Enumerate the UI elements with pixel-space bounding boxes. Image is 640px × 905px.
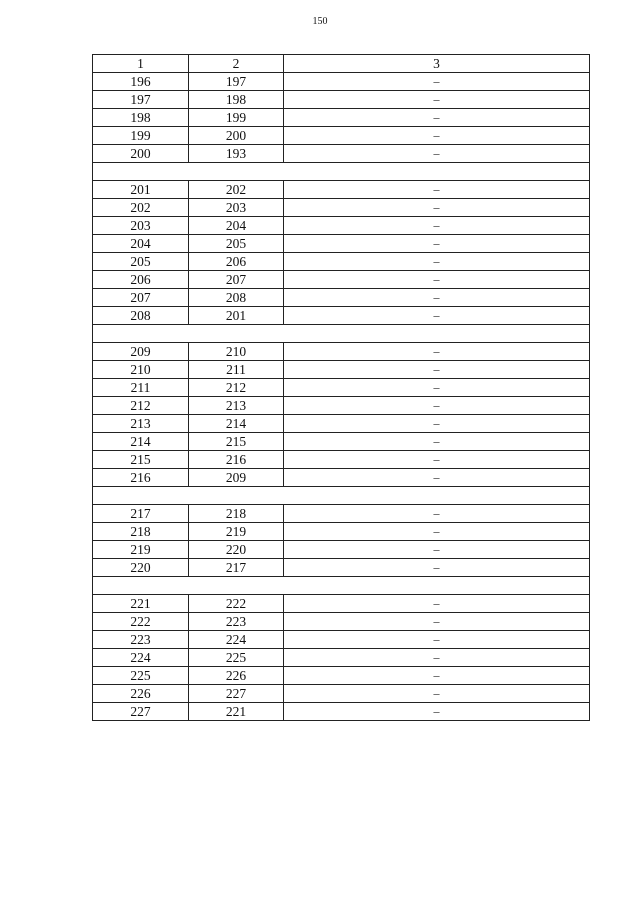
table-cell-col-3: – xyxy=(284,523,590,541)
table-row xyxy=(93,217,590,235)
table-cell-col-1: 226 xyxy=(93,685,189,703)
table-cell-col-3: – xyxy=(284,649,590,667)
table-cell-col-2: 201 xyxy=(189,307,284,325)
table-row xyxy=(93,559,590,577)
table-cell-col-3: – xyxy=(284,73,590,91)
table-row xyxy=(93,667,590,685)
table-row xyxy=(93,307,590,325)
table-row xyxy=(93,631,590,649)
table-cell-col-1: 205 xyxy=(93,253,189,271)
table-cell-col-3: – xyxy=(284,127,590,145)
table-row xyxy=(93,73,590,91)
table-row xyxy=(93,433,590,451)
table-cell-col-1: 212 xyxy=(93,397,189,415)
table-row xyxy=(93,253,590,271)
table-cell-col-3: – xyxy=(284,253,590,271)
table-row xyxy=(93,271,590,289)
table-cell-col-2: 219 xyxy=(189,523,284,541)
table-cell-col-1: 214 xyxy=(93,433,189,451)
table-body xyxy=(93,73,590,721)
data-table xyxy=(92,54,590,721)
table-cell-col-3: – xyxy=(284,397,590,415)
table-cell-col-1: 211 xyxy=(93,379,189,397)
table-cell-col-1: 197 xyxy=(93,91,189,109)
table-cell-col-1: 198 xyxy=(93,109,189,127)
table-cell-col-1: 208 xyxy=(93,307,189,325)
table-cell-col-3: – xyxy=(284,595,590,613)
table-cell-col-2: 224 xyxy=(189,631,284,649)
table-cell-col-1: 204 xyxy=(93,235,189,253)
table-cell-col-1: 222 xyxy=(93,613,189,631)
table-cell-col-3: – xyxy=(284,235,590,253)
header-cell-3: 3 xyxy=(284,55,590,73)
table-row xyxy=(93,613,590,631)
table-row xyxy=(93,469,590,487)
table-row xyxy=(93,523,590,541)
table-row xyxy=(93,415,590,433)
table-cell-col-2: 209 xyxy=(189,469,284,487)
table-cell-col-2: 200 xyxy=(189,127,284,145)
page-number: 150 xyxy=(312,16,328,27)
table-row xyxy=(93,361,590,379)
table-cell-col-3: – xyxy=(284,505,590,523)
table-cell-col-2: 211 xyxy=(189,361,284,379)
group-separator-row xyxy=(93,577,590,595)
group-separator-row xyxy=(93,163,590,181)
table-cell-col-3: – xyxy=(284,559,590,577)
table-cell-col-2: 222 xyxy=(189,595,284,613)
table-cell-col-1: 221 xyxy=(93,595,189,613)
table-cell-col-2: 216 xyxy=(189,451,284,469)
table-cell-col-3: – xyxy=(284,217,590,235)
table-cell-col-2: 226 xyxy=(189,667,284,685)
table-cell-col-3: – xyxy=(284,181,590,199)
table-cell-col-3: – xyxy=(284,361,590,379)
table-row xyxy=(93,595,590,613)
table-row xyxy=(93,145,590,163)
table-cell-col-2: 202 xyxy=(189,181,284,199)
table-cell-col-3: – xyxy=(284,379,590,397)
header-cell-2: 2 xyxy=(189,55,284,73)
table-row xyxy=(93,541,590,559)
table-cell-col-1: 213 xyxy=(93,415,189,433)
table-row xyxy=(93,397,590,415)
table-cell-col-3: – xyxy=(284,289,590,307)
table-cell-col-1: 216 xyxy=(93,469,189,487)
table-row xyxy=(93,379,590,397)
table-cell-col-2: 220 xyxy=(189,541,284,559)
table-cell-col-1: 224 xyxy=(93,649,189,667)
table-cell-col-1: 223 xyxy=(93,631,189,649)
table-cell-col-2: 223 xyxy=(189,613,284,631)
table-cell-col-1: 196 xyxy=(93,73,189,91)
table-cell-col-3: – xyxy=(284,703,590,721)
table-row xyxy=(93,109,590,127)
table-cell-col-1: 199 xyxy=(93,127,189,145)
table-cell-col-3: – xyxy=(284,613,590,631)
table-cell-col-1: 220 xyxy=(93,559,189,577)
table-cell-col-1: 203 xyxy=(93,217,189,235)
group-separator-cell xyxy=(93,577,590,595)
table-cell-col-1: 206 xyxy=(93,271,189,289)
table-cell-col-1: 209 xyxy=(93,343,189,361)
table-cell-col-2: 213 xyxy=(189,397,284,415)
table-cell-col-2: 227 xyxy=(189,685,284,703)
table-row xyxy=(93,451,590,469)
table-cell-col-1: 215 xyxy=(93,451,189,469)
table-cell-col-2: 198 xyxy=(189,91,284,109)
table-cell-col-2: 225 xyxy=(189,649,284,667)
table-row xyxy=(93,685,590,703)
table-cell-col-2: 197 xyxy=(189,73,284,91)
table-cell-col-2: 204 xyxy=(189,217,284,235)
table-cell-col-2: 206 xyxy=(189,253,284,271)
table-cell-col-1: 202 xyxy=(93,199,189,217)
table-cell-col-2: 214 xyxy=(189,415,284,433)
table-row xyxy=(93,199,590,217)
table-cell-col-2: 210 xyxy=(189,343,284,361)
table-row xyxy=(93,181,590,199)
table-cell-col-1: 219 xyxy=(93,541,189,559)
table-cell-col-3: – xyxy=(284,199,590,217)
table-cell-col-3: – xyxy=(284,631,590,649)
table-cell-col-2: 217 xyxy=(189,559,284,577)
table-row xyxy=(93,343,590,361)
header-cell-1: 1 xyxy=(93,55,189,73)
table-cell-col-2: 215 xyxy=(189,433,284,451)
table-cell-col-2: 205 xyxy=(189,235,284,253)
table-row xyxy=(93,505,590,523)
table-cell-col-2: 203 xyxy=(189,199,284,217)
table-cell-col-3: – xyxy=(284,541,590,559)
table-cell-col-3: – xyxy=(284,145,590,163)
table-cell-col-2: 199 xyxy=(189,109,284,127)
table-cell-col-1: 225 xyxy=(93,667,189,685)
table-cell-col-1: 210 xyxy=(93,361,189,379)
table-row xyxy=(93,127,590,145)
table-cell-col-3: – xyxy=(284,343,590,361)
table-cell-col-2: 207 xyxy=(189,271,284,289)
table-cell-col-3: – xyxy=(284,109,590,127)
table-cell-col-3: – xyxy=(284,451,590,469)
table-cell-col-1: 217 xyxy=(93,505,189,523)
table-cell-col-3: – xyxy=(284,685,590,703)
table-cell-col-2: 218 xyxy=(189,505,284,523)
table-cell-col-3: – xyxy=(284,91,590,109)
table-cell-col-3: – xyxy=(284,415,590,433)
group-separator-cell xyxy=(93,163,590,181)
table-cell-col-2: 221 xyxy=(189,703,284,721)
table-cell-col-1: 227 xyxy=(93,703,189,721)
group-separator-cell xyxy=(93,325,590,343)
group-separator-row xyxy=(93,487,590,505)
table-cell-col-3: – xyxy=(284,433,590,451)
table-cell-col-3: – xyxy=(284,307,590,325)
table-cell-col-1: 201 xyxy=(93,181,189,199)
table-cell-col-1: 218 xyxy=(93,523,189,541)
table-row xyxy=(93,235,590,253)
table-cell-col-2: 193 xyxy=(189,145,284,163)
table-row xyxy=(93,289,590,307)
table-row xyxy=(93,649,590,667)
table-cell-col-2: 212 xyxy=(189,379,284,397)
table-cell-col-3: – xyxy=(284,271,590,289)
table-cell-col-3: – xyxy=(284,667,590,685)
table-cell-col-3: – xyxy=(284,469,590,487)
group-separator-row xyxy=(93,325,590,343)
table-row xyxy=(93,703,590,721)
table-cell-col-1: 207 xyxy=(93,289,189,307)
group-separator-cell xyxy=(93,487,590,505)
header-row xyxy=(93,55,590,73)
table-cell-col-1: 200 xyxy=(93,145,189,163)
table-row xyxy=(93,91,590,109)
table-cell-col-2: 208 xyxy=(189,289,284,307)
